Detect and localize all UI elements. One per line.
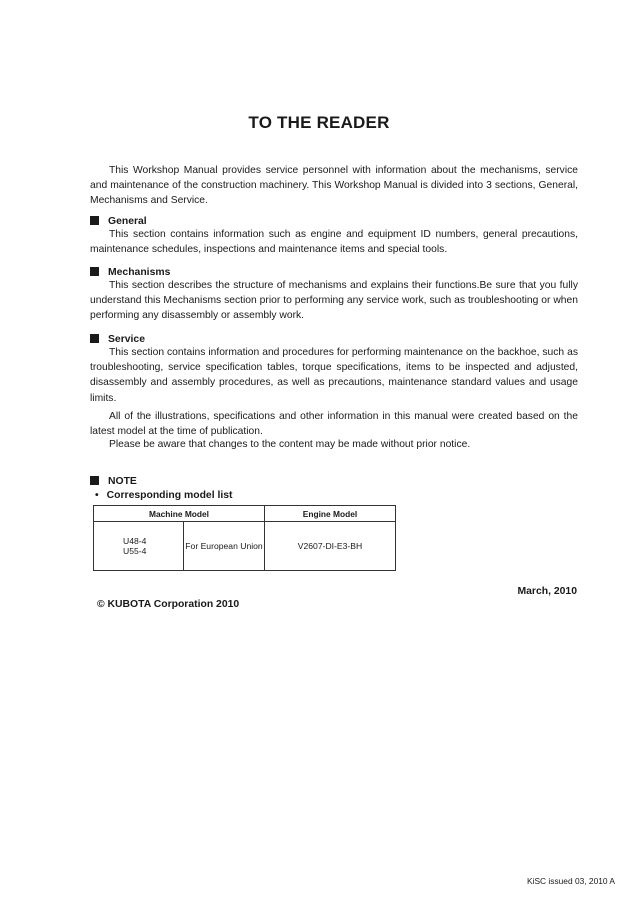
table-header-row xyxy=(94,506,396,522)
section-heading-general: General xyxy=(90,215,147,229)
section-body-general: This section contains information such as engine and equipment ID numbers, general precautions, maintenance schedules, inspections and maintenance items and special tools. xyxy=(90,229,578,256)
notice-paragraph: Please be aware that changes to the content may be made without prior notice. xyxy=(109,439,471,450)
section-body-mechanisms: This section describes the structure of mechanisms and explains their functions.Be sure that you fully understand this Mechanisms section prior to performing any service work, such as troubleshooting or when performing any disassembly or assembly work. xyxy=(90,280,578,322)
engine-model-header: Engine Model xyxy=(265,506,396,522)
page-title: TO THE READER xyxy=(248,113,390,132)
section-heading-service: Service xyxy=(90,333,145,347)
model-table xyxy=(93,505,396,571)
machine-model-header: Machine Model xyxy=(94,506,265,522)
machine-model-cell: U48-4 U55-4 xyxy=(94,522,184,571)
copyright-notice: © KUBOTA Corporation 2010 xyxy=(97,599,240,610)
section-heading-mechanisms: Mechanisms xyxy=(90,266,170,280)
square-bullet-icon xyxy=(90,267,99,276)
intro-paragraph xyxy=(90,163,578,209)
section-body-service: This section contains information and procedures for performing maintenance on the backhoe, such as troubleshooting, service specification tables, torque specifications, items to be inspected and adjusted, disassembly and assembly procedures, as well as precautions, maintenance standard values and usage limits. xyxy=(90,347,578,404)
bullet-icon: • xyxy=(95,490,99,501)
footer-issue-code: KiSC issued 03, 2010 A xyxy=(527,876,615,886)
publication-date: March, 2010 xyxy=(517,586,577,597)
square-bullet-icon xyxy=(90,334,99,343)
square-bullet-icon xyxy=(90,216,99,225)
square-bullet-icon xyxy=(90,476,99,485)
closing-paragraph: All of the illustrations, specifications and other information in this manual were created based on the latest model at the time of publication. xyxy=(90,411,578,438)
engine-model-cell: V2607-DI-E3-BH xyxy=(265,522,396,571)
region-cell: For European Union xyxy=(184,522,265,571)
table-row xyxy=(94,522,396,571)
model-list-heading: • Corresponding model list xyxy=(95,490,233,501)
intro-text: This Workshop Manual provides service personnel with information about the mechanisms, service and maintenance of the construction machinery. This Workshop Manual is divided into 3 sections, General, Mechanisms and Service. xyxy=(90,165,578,207)
note-heading: NOTE xyxy=(90,475,137,489)
